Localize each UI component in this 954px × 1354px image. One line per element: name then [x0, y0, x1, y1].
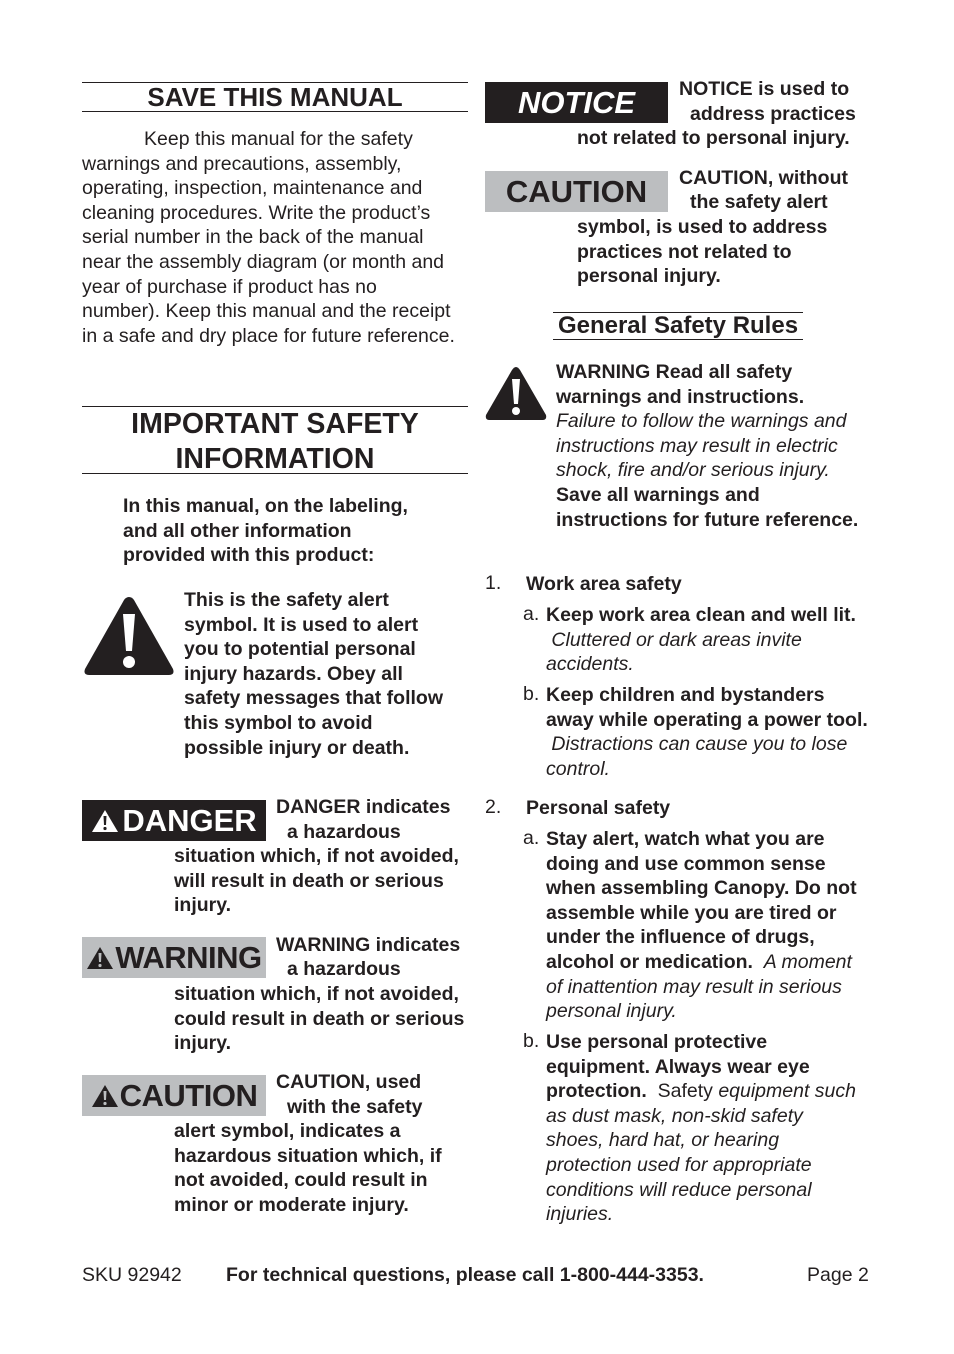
save-manual-heading	[82, 82, 468, 112]
save-manual-body: Keep this manual for the safety warnings and precautions, assembly, operating, inspection, maintenance and cleaning procedures. Write the product’s serial number in the back of the manual near the assembly diagram (or month and year of purchase if product has no number). Keep this manual and the receipt in a safe and dry place for future reference.	[82, 128, 455, 347]
danger-description: situation which, if not avoided, will result in death or serious injury.	[174, 845, 459, 917]
caution-plain-signal-word	[485, 171, 668, 212]
warning-lead-2: a hazardous	[287, 958, 401, 980]
warning-read-save: Save all warnings and instructions for future reference.	[556, 483, 859, 531]
danger-lead-2: a hazardous	[287, 821, 401, 843]
warning-triangle-icon	[484, 365, 548, 422]
item-italic: A moment of inattention may result in serious personal injury.	[546, 950, 852, 1023]
section-number: 2.	[485, 796, 502, 818]
notice-description: not related to personal injury.	[577, 127, 850, 149]
caution-plain-label: CAUTION	[505, 173, 648, 209]
footer-sku: SKU 92942	[82, 1264, 182, 1286]
notice-lead-2: address practices	[690, 103, 856, 125]
notice-lead: NOTICE is used to	[679, 78, 850, 100]
alert-triangle-icon	[91, 809, 119, 833]
caution-alert-lead-2: with the safety	[287, 1096, 423, 1118]
item-bold: Use personal protective equipment. Always wear eye protection.	[546, 1031, 810, 1103]
item-letter: a.	[523, 603, 540, 625]
item-letter: b.	[523, 683, 540, 705]
footer-page-number: Page 2	[807, 1264, 869, 1286]
footer-tech-support: For technical questions, please call 1-800-444-3353.	[226, 1264, 704, 1286]
section-title: Personal safety	[526, 797, 671, 819]
warning-read-block	[556, 360, 868, 532]
save-manual-title: SAVE THIS MANUAL	[147, 82, 403, 112]
danger-lead: DANGER indicates	[276, 796, 451, 818]
list-item	[546, 603, 868, 677]
item-italic: equipment such as dust mask, non-skid safety shoes, hard hat, or hearing protection used for appropriate conditions will reduce personal injuries.	[546, 1080, 856, 1226]
warning-read-italic: Failure to follow the warnings and instructions may result in electric shock, fire and/or serious injury.	[556, 410, 847, 482]
item-italic: Cluttered or dark areas invite accidents.	[546, 628, 802, 676]
warning-lead: WARNING indicates	[276, 934, 461, 956]
caution-alert-label: CAUTION	[119, 1077, 258, 1113]
section-number: 1.	[485, 572, 502, 594]
important-safety-heading	[82, 406, 468, 474]
list-item	[546, 827, 870, 1024]
alert-triangle-icon	[91, 1084, 119, 1108]
list-item	[546, 683, 870, 781]
list-item	[546, 1030, 856, 1227]
caution-plain-description: symbol, is used to address practices not related to personal injury.	[577, 216, 828, 288]
warning-signal-word	[82, 937, 266, 978]
item-bold: Keep children and bystanders away while operating a power tool.	[546, 684, 868, 731]
important-safety-title-line2: INFORMATION	[175, 443, 375, 475]
danger-signal-word	[82, 800, 266, 841]
caution-plain-lead-2: the safety alert	[690, 191, 828, 213]
important-safety-title-line1: IMPORTANT SAFETY	[131, 408, 419, 440]
item-bold: Stay alert, watch what you are doing and use common sense when assembling Canopy. Do not assemble while you are tired or under the influence of drugs, alcohol or medication.	[546, 828, 857, 973]
item-italic: Distractions can cause you to lose control.	[546, 733, 848, 780]
safety-alert-triangle-icon	[82, 594, 176, 678]
item-letter: b.	[523, 1030, 540, 1052]
general-safety-rules-title: General Safety Rules	[557, 312, 799, 339]
alert-symbol-description: This is the safety alert symbol. It is used to alert you to potential personal injury hazards. Obey all safety messages that follow this symbol to avoid possible injury or death.	[184, 589, 444, 759]
danger-label: DANGER	[122, 802, 257, 838]
important-intro: In this manual, on the labeling, and all other information provided with this product:	[123, 495, 408, 567]
notice-label: NOTICE	[517, 84, 636, 120]
caution-alert-description: alert symbol, indicates a hazardous situation which, if not avoided, could result in minor or moderate injury.	[174, 1120, 442, 1216]
general-safety-rules-heading	[553, 312, 803, 340]
item-normal: Safety	[657, 1080, 713, 1103]
section-title: Work area safety	[526, 573, 682, 595]
notice-signal-word	[485, 82, 668, 123]
warning-label: WARNING	[115, 939, 262, 975]
caution-plain-lead: CAUTION, without	[679, 167, 848, 189]
caution-alert-signal-word	[82, 1075, 266, 1116]
item-letter: a.	[523, 827, 540, 849]
alert-triangle-icon	[86, 946, 114, 970]
warning-description: situation which, if not avoided, could result in death or serious injury.	[174, 983, 465, 1055]
warning-read-bold: WARNING Read all safety warnings and instructions.	[556, 361, 805, 408]
caution-alert-lead: CAUTION, used	[276, 1071, 422, 1093]
item-bold: Keep work area clean and well lit.	[546, 604, 856, 626]
